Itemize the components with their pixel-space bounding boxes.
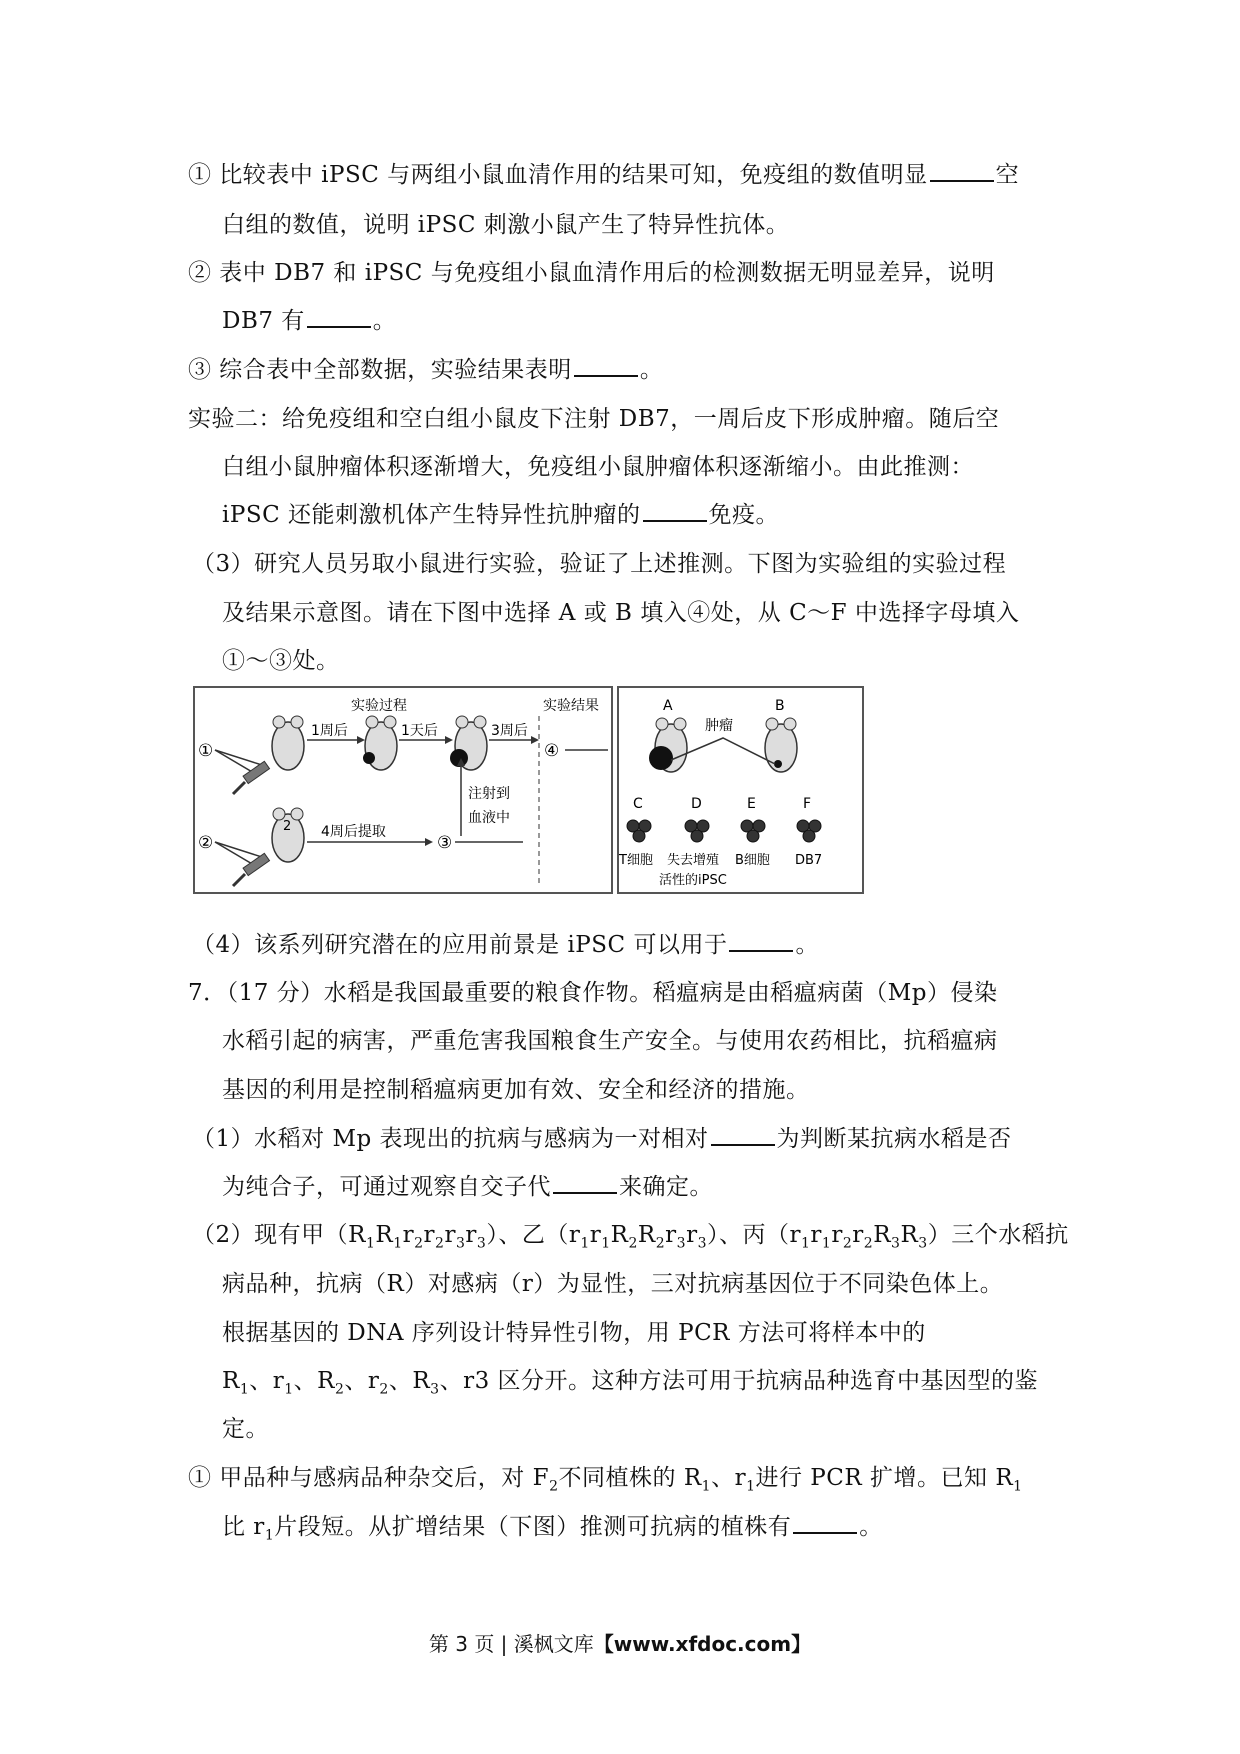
- circle-label-1: ①: [198, 741, 214, 761]
- label-db7: DB7: [795, 853, 823, 868]
- text-line: 病品种，抗病（R）对感病（r）为显性，三对抗病基因位于不同染色体上。: [222, 1271, 1004, 1297]
- answer-blank[interactable]: [729, 930, 793, 952]
- answer-blank[interactable]: [793, 1512, 857, 1534]
- process-title: 实验过程: [351, 698, 407, 714]
- text-line: 比 $r_1$片段短。从扩增结果（下图）推测可抗病的植株有 。: [222, 1514, 883, 1544]
- text-line: iPSC 还能刺激机体产生特异性抗肿瘤的 免疫。: [222, 502, 779, 528]
- circle-label-4: ④: [544, 741, 560, 761]
- q-result-3: ③ 综合表中全部数据，实验结果表明 。: [188, 357, 664, 383]
- label-f: F: [803, 796, 812, 812]
- label-inactive-ipsc-1: 失去增殖: [667, 853, 720, 868]
- circle-label-2: ②: [198, 833, 214, 853]
- mouse-icon: [272, 716, 304, 770]
- question-3: （3）研究人员另取小鼠进行实验，验证了上述推测。下图为实验组的实验过程: [192, 551, 1007, 577]
- text-line: ①～③处。: [222, 648, 340, 674]
- text-line: 定。: [222, 1416, 269, 1442]
- answer-blank[interactable]: [574, 355, 638, 377]
- label-d: D: [691, 796, 702, 812]
- question-7-2: （2）现有甲$(R_1R_1r_2r_2r_3r_3)$、乙$(r_1r_1R_2R_2r_3r_3)$、丙$(r_1r_1r_2r_2R_3R_3)$三个水稻抗: [192, 1222, 1069, 1252]
- label-b-cell: B细胞: [735, 853, 770, 868]
- label-tumor: 肿瘤: [705, 718, 733, 734]
- text-line: 水稻引起的病害，严重危害我国粮食生产安全。与使用农药相比，抗稻瘟病: [222, 1028, 998, 1054]
- question-7-1: （1）水稻对 Mp 表现出的抗病与感病为一对相对 为判断某抗病水稻是否: [192, 1126, 1012, 1152]
- label-inject: 注射到: [468, 786, 510, 802]
- label-b: B: [775, 698, 785, 714]
- label-inactive-ipsc-2: 活性的iPSC: [659, 873, 727, 888]
- page-footer: 第 3 页 | 溪枫文库【www.xfdoc.com】: [428, 1632, 812, 1656]
- question-4: （4）该系列研究潜在的应用前景是 iPSC 可以用于 。: [192, 932, 819, 958]
- q-result-2: ② 表中 DB7 和 iPSC 与免疫组小鼠血清作用后的检测数据无明显差异，说明: [188, 260, 995, 286]
- text-line: $R_1$、$r_1$、$R_2$、$r_2$、$R_3$、r3 区分开。这种方法可用于抗病品种选育中基因型的鉴: [222, 1368, 1039, 1398]
- label-1-day: 1天后: [401, 723, 438, 739]
- text-line: 基因的利用是控制稻瘟病更加有效、安全和经济的措施。: [222, 1077, 810, 1103]
- label-t-cell: T细胞: [619, 853, 653, 868]
- text-line: 白组的数值，说明 iPSC 刺激小鼠产生了特异性抗体。: [222, 212, 790, 238]
- label-3-weeks: 3周后: [491, 723, 528, 739]
- experiment-two: 实验二：给免疫组和空白组小鼠皮下注射 DB7，一周后皮下形成肿瘤。随后空: [188, 406, 1000, 432]
- q-result-1: ① 比较表中 iPSC 与两组小鼠血清作用的结果可知，免疫组的数值明显 空: [188, 162, 1020, 188]
- label-4-weeks-extract: 4周后提取: [321, 824, 386, 840]
- text-line: 及结果示意图。请在下图中选择 A 或 B 填入④处，从 C～F 中选择字母填入: [222, 600, 1020, 626]
- result-title: 实验结果: [543, 698, 599, 714]
- experiment-figure: [193, 686, 865, 896]
- question-7: 7．（17 分）水稻是我国最重要的粮食作物。稻瘟病是由稻瘟病菌（Mp）侵染: [188, 980, 998, 1006]
- answer-blank[interactable]: [307, 306, 371, 328]
- answer-blank[interactable]: [643, 500, 707, 522]
- site-link[interactable]: 【www.xfdoc.com】: [593, 1632, 812, 1656]
- text-line: 白组小鼠肿瘤体积逐渐增大，免疫组小鼠肿瘤体积逐渐缩小。由此推测：: [222, 454, 974, 480]
- answer-blank[interactable]: [711, 1124, 775, 1146]
- mouse-icon: [272, 808, 304, 862]
- question-7-2-1: ① 甲品种与感病品种杂交后，对 $F_2$不同植株的 $R_1$、$r_1$进行 PCR 扩增。已知 $R_1$: [188, 1465, 1023, 1495]
- label-e: E: [747, 796, 756, 812]
- label-1-week: 1周后: [311, 723, 348, 739]
- label-a: A: [663, 698, 673, 714]
- circle-label-3: ③: [437, 833, 453, 853]
- answer-blank[interactable]: [930, 160, 994, 182]
- mouse-number: 2: [283, 819, 292, 834]
- text-line: DB7 有 。: [222, 308, 397, 334]
- mouse-icon: [363, 716, 397, 770]
- label-c: C: [633, 796, 643, 812]
- label-into-blood: 血液中: [468, 810, 510, 826]
- text-line: 根据基因的 DNA 序列设计特异性引物，用 PCR 方法可将样本中的: [222, 1320, 926, 1346]
- answer-blank[interactable]: [553, 1172, 617, 1194]
- mouse-icon: [765, 718, 797, 772]
- text-line: 为纯合子，可通过观察自交子代 来确定。: [222, 1174, 713, 1200]
